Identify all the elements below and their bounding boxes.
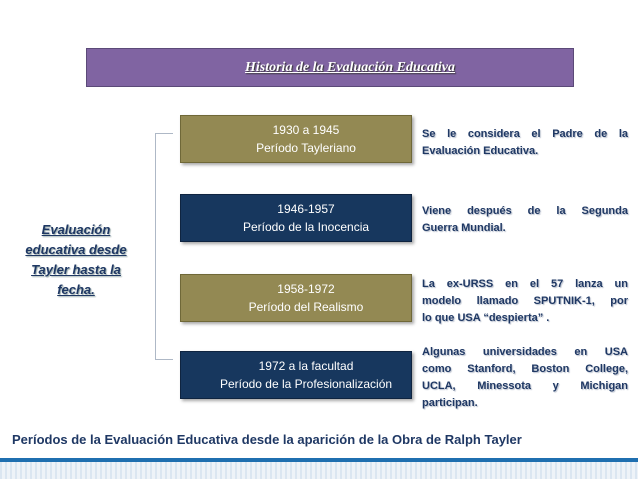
period-years: 1958-1972 bbox=[277, 282, 335, 296]
note-line: Evaluación Educativa. bbox=[422, 145, 539, 157]
period-note-1972-facultad bbox=[422, 344, 628, 412]
diagram-title: Historia de la Evaluación Educativa bbox=[244, 59, 455, 75]
period-years: 1972 a la facultad bbox=[258, 359, 354, 373]
grouping-bracket bbox=[155, 133, 173, 360]
note-line: Viene después de la Segunda bbox=[422, 205, 628, 217]
side-label bbox=[6, 220, 146, 300]
diagram-caption: Períodos de la Evaluación Educativa desde la aparición de la Obra de Ralph Tayler bbox=[12, 432, 522, 447]
period-box-1958-1972 bbox=[180, 274, 412, 322]
period-name: Período de la Profesionalización bbox=[219, 377, 393, 391]
period-box-1972-facultad bbox=[180, 351, 412, 399]
footer-pattern bbox=[0, 462, 638, 479]
period-note-1958-1972 bbox=[422, 276, 628, 327]
period-note-1930-1945 bbox=[422, 126, 628, 160]
period-name: Período del Realismo bbox=[248, 300, 364, 314]
period-name: Período Tayleriano bbox=[256, 141, 356, 155]
side-label-line: Evaluación bbox=[41, 222, 111, 237]
note-line: La ex-URSS en el 57 lanza un bbox=[422, 278, 628, 290]
note-line: Se le considera el Padre de la bbox=[422, 128, 628, 140]
period-years: 1930 a 1945 bbox=[272, 123, 340, 137]
side-label-line: Tayler hasta la bbox=[31, 262, 121, 277]
period-box-1946-1957 bbox=[180, 194, 412, 242]
period-note-1946-1957 bbox=[422, 203, 628, 237]
note-line: como Stanford, Boston College, bbox=[422, 363, 628, 375]
note-line: modelo llamado SPUTNIK-1, por bbox=[422, 295, 628, 307]
note-line: participan. bbox=[422, 397, 478, 409]
period-years: 1946-1957 bbox=[277, 202, 335, 216]
side-label-line: educativa desde bbox=[25, 242, 127, 257]
note-line: lo que USA “despierta” . bbox=[422, 312, 550, 324]
note-line: UCLA, Minessota y Michigan bbox=[422, 380, 628, 392]
title-banner bbox=[86, 48, 574, 87]
period-box-1930-1945 bbox=[180, 115, 412, 163]
period-name: Período de la Inocencia bbox=[242, 220, 370, 234]
note-line: Algunas universidades en USA bbox=[422, 346, 628, 358]
note-line: Guerra Mundial. bbox=[422, 222, 506, 234]
side-label-line: fecha. bbox=[57, 282, 95, 297]
